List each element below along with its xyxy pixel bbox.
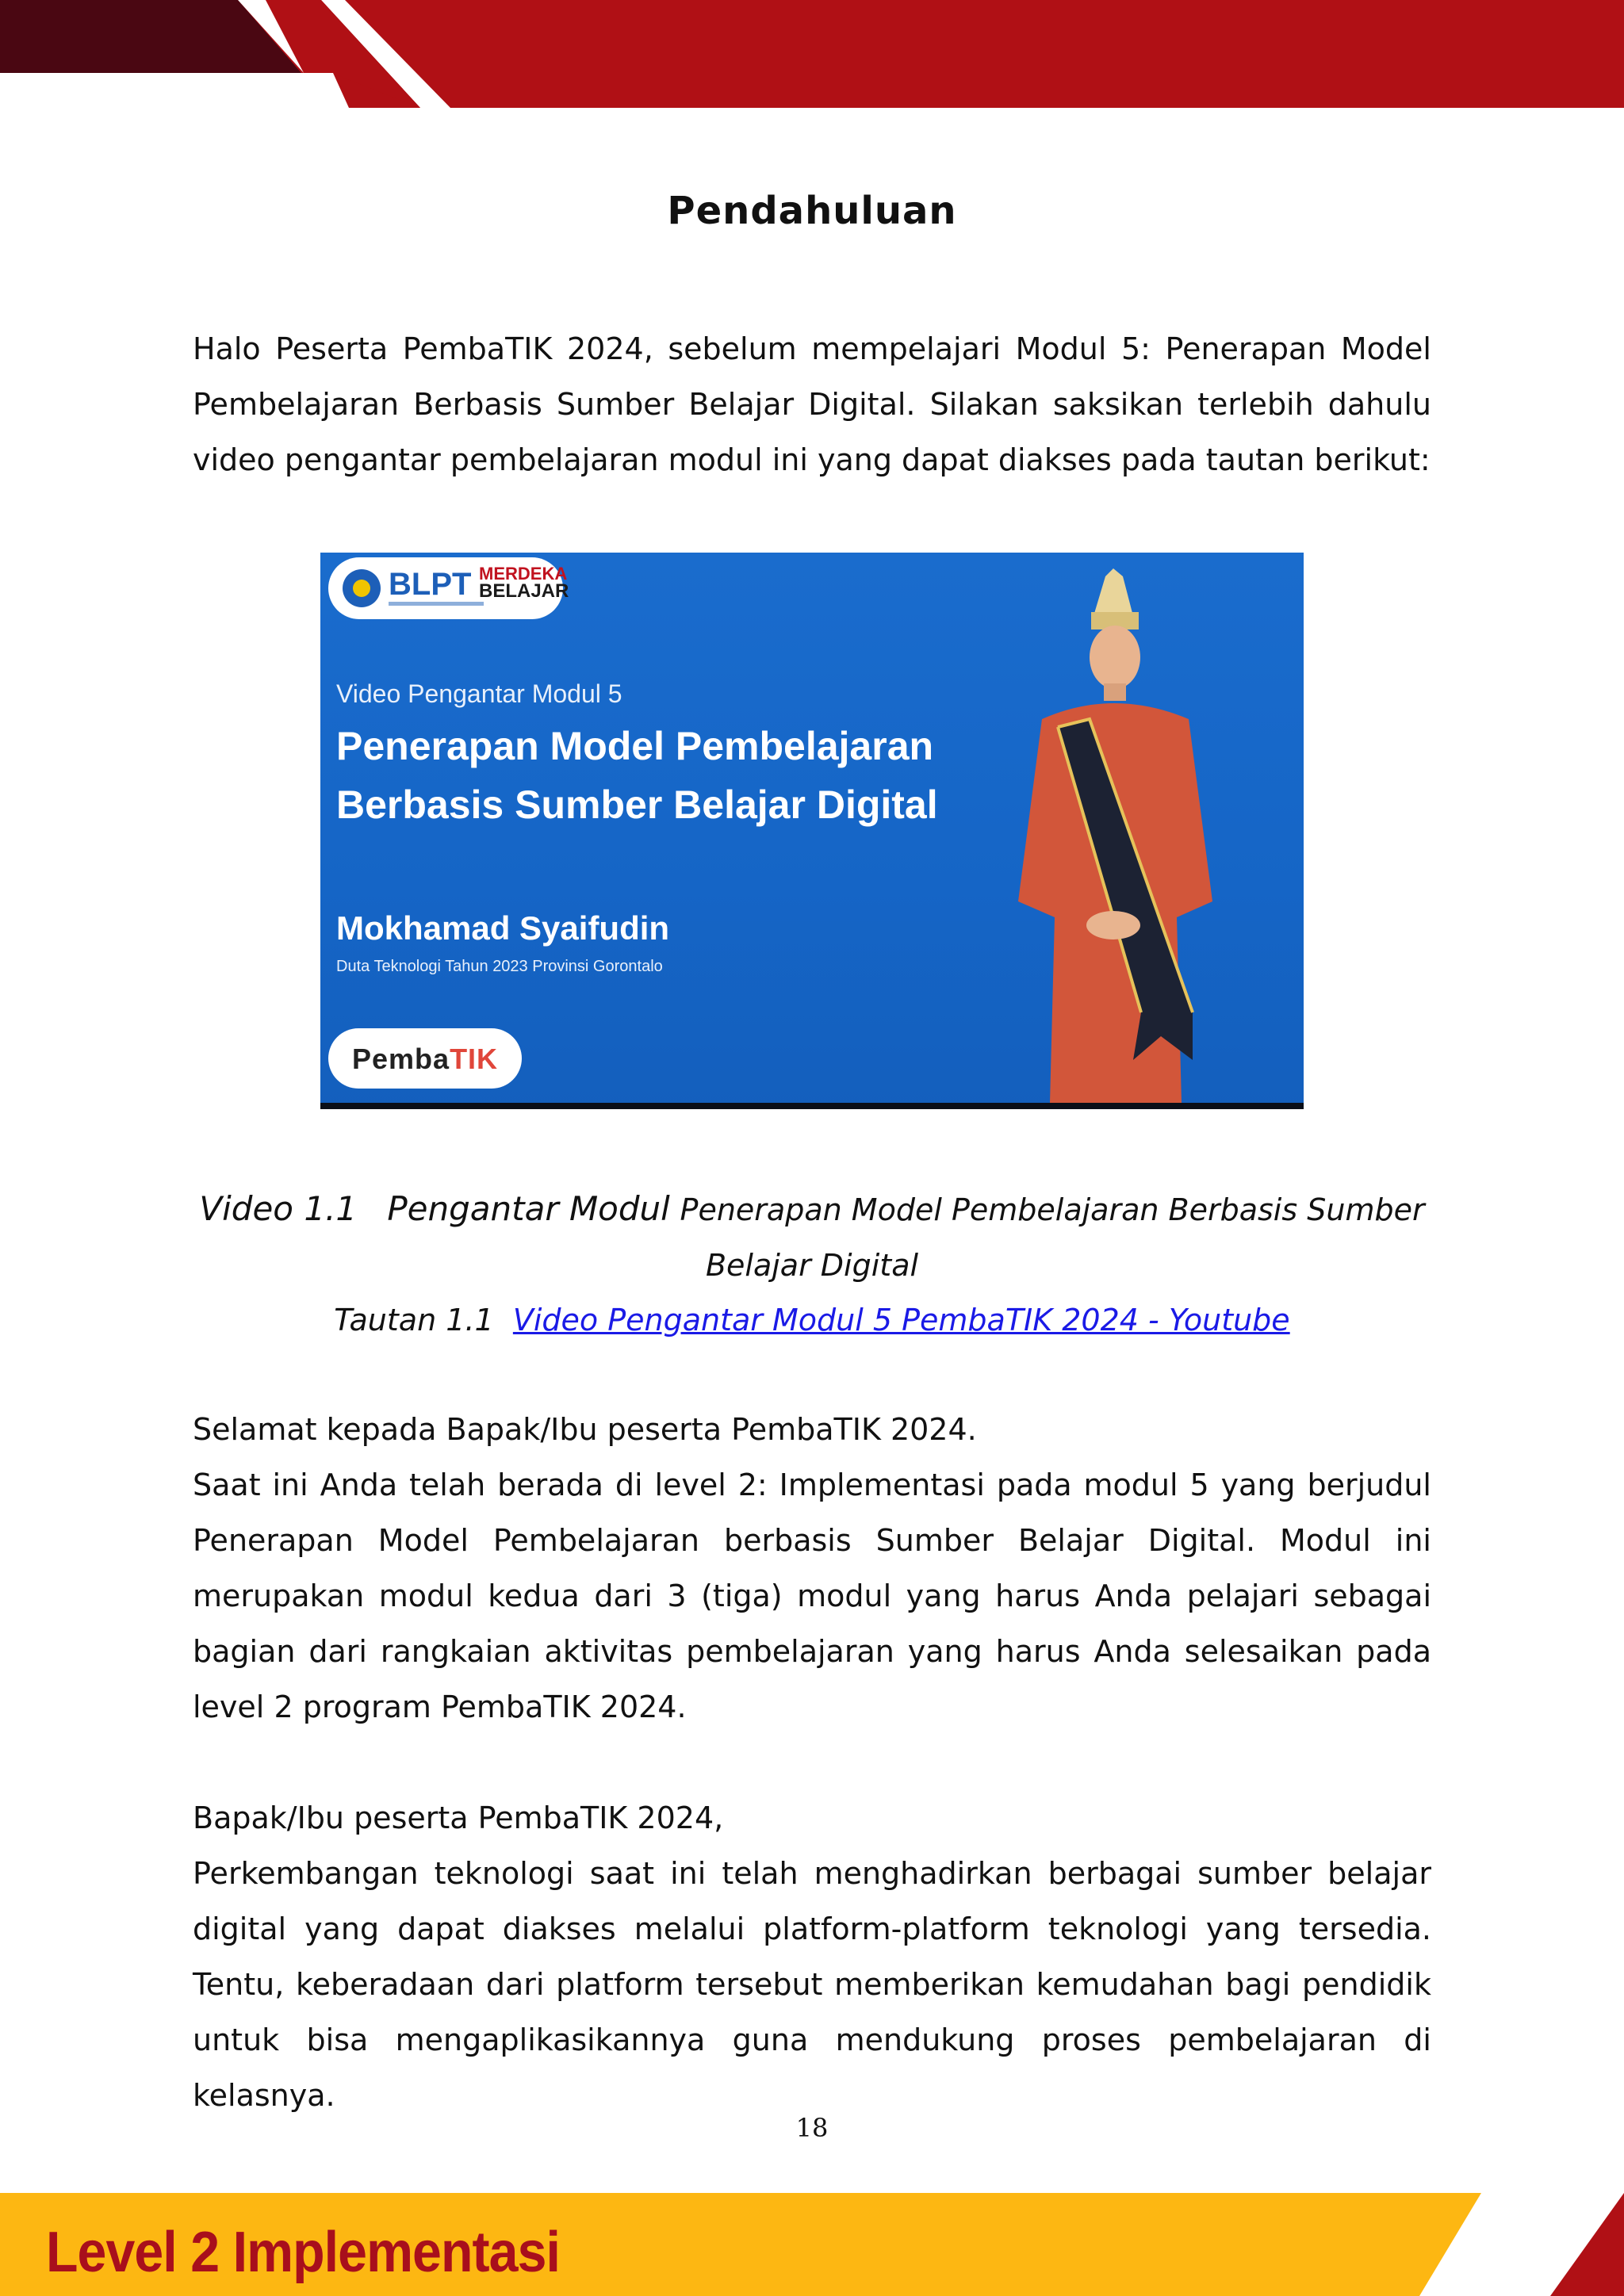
presenter-role: Duta Teknologi Tahun 2023 Provinsi Gorontalo <box>336 958 663 975</box>
merdeka-belajar-logo: MERDEKA BELAJAR <box>479 564 569 602</box>
page-number: 18 <box>795 2113 829 2143</box>
header-banner <box>0 0 1624 111</box>
video-heading: Penerapan Model Pembelajaran Berbasis Sumber Belajar Digital <box>336 724 938 827</box>
presenter-photo <box>994 568 1256 1103</box>
video-thumbnail[interactable] <box>320 553 1304 1109</box>
intro-paragraph: Halo Peserta PembaTIK 2024, sebelum mempelajari Modul 5: Penerapan Model Pembelajaran Berbasis Sumber Belajar Digital. Silakan saksikan terlebih dahulu video pengantar pembelajaran modul ini yang dapat diakses pada tautan berikut: <box>193 331 1431 477</box>
section-3: Bapak/Ibu peserta PembaTIK 2024, Perkembangan teknologi saat ini telah menghadirkan berbagai sumber belajar digital yang dapat diakses melalui platform-platform teknologi yang tersedia. Tentu, keberadaan dari platform tersebut memberikan kemudahan bagi pendidik untuk bisa mengaplikasikannya guna mendukung proses pembelajaran di kelasnya. <box>193 1800 1431 2113</box>
page-title: Pendahuluan <box>667 189 957 233</box>
section-2: Selamat kepada Bapak/Ibu peserta PembaTIK 2024. Saat ini Anda telah berada di level 2: Implementasi pada modul 5 yang berjudul Penerapan Model Pembelajaran berbasis Sumber Belajar Digital. Modul ini merupakan modul kedua dari 3 (tiga) modul yang harus Anda pelajari sebagai bagian dari rangkaian aktivitas pembelajaran yang harus Anda selesaikan pada level 2 program PembaTIK 2024. <box>193 1412 1431 1724</box>
video-subtitle: Video Pengantar Modul 5 <box>336 679 622 708</box>
presenter-name: Mokhamad Syaifudin <box>336 909 670 947</box>
youtube-link[interactable]: Video Pengantar Modul 5 PembaTIK 2024 - Youtube <box>512 1303 1290 1337</box>
pembatik-logo: PembaTIK <box>328 1028 522 1089</box>
video-caption: Video 1.1 Pengantar Modul Penerapan Model Pembelajaran Berbasis Sumber Belajar Digital <box>199 1189 1425 1283</box>
blpt-logo: BLPT MERDEKA BELAJAR <box>328 557 563 619</box>
link-caption: Tautan 1.1 Video Pengantar Modul 5 PembaTIK 2024 - Youtube <box>334 1303 1290 1337</box>
kemdikbud-emblem-icon <box>343 569 381 607</box>
footer-label: Level 2 Implementasi <box>46 2221 560 2284</box>
